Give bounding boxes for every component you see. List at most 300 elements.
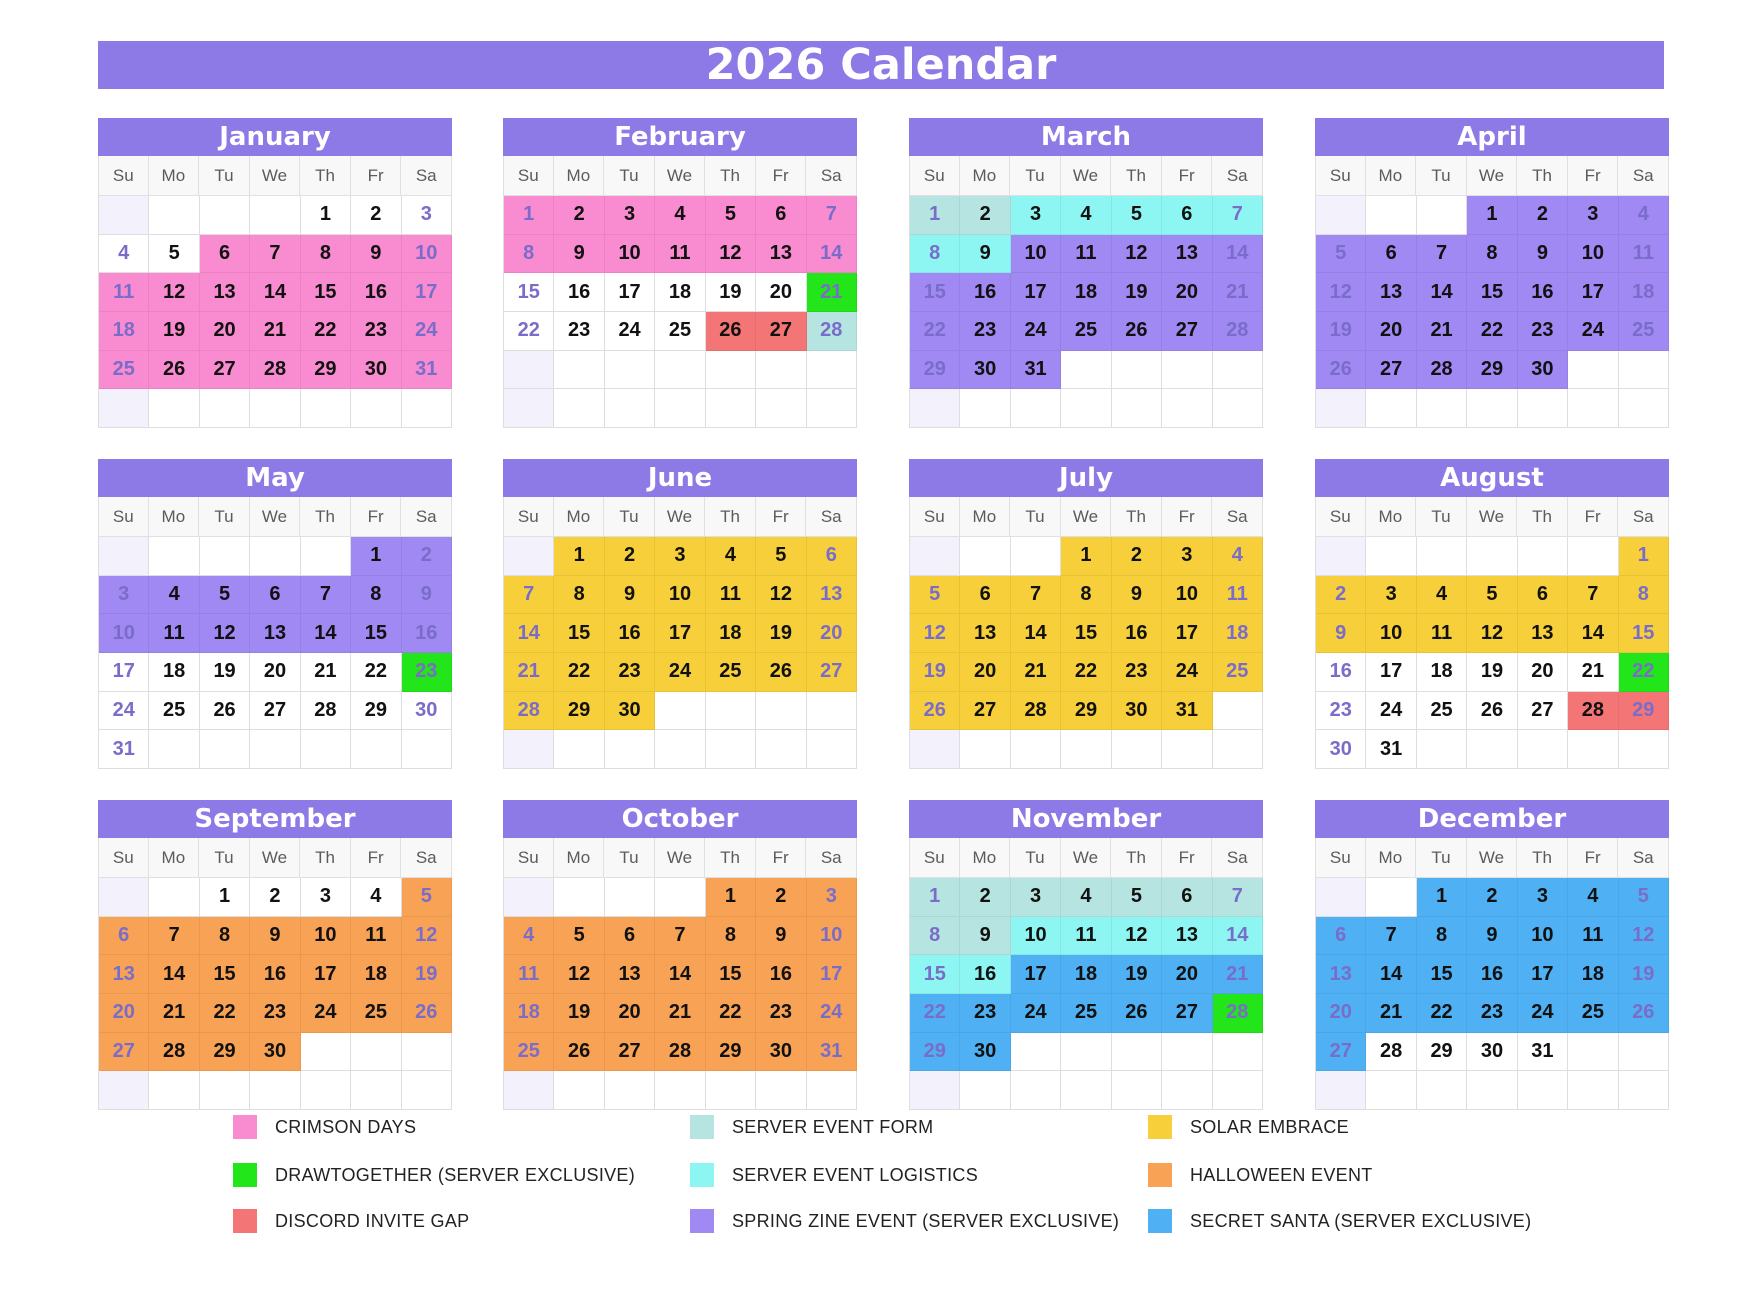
day-cell[interactable]: 21	[149, 994, 199, 1033]
day-cell[interactable]: 13	[1366, 273, 1416, 312]
day-cell[interactable]: 17	[1518, 955, 1568, 994]
day-cell[interactable]: 22	[910, 994, 960, 1033]
day-cell[interactable]: 26	[1316, 351, 1366, 390]
day-cell[interactable]: 4	[1061, 196, 1111, 235]
day-cell[interactable]: 27	[1162, 994, 1212, 1033]
day-cell[interactable]: 18	[149, 653, 199, 692]
day-cell[interactable]: 29	[554, 692, 604, 731]
day-cell[interactable]: 22	[1467, 312, 1517, 351]
day-cell[interactable]: 4	[655, 196, 705, 235]
day-cell[interactable]: 26	[554, 1033, 604, 1072]
day-cell[interactable]: 13	[1518, 614, 1568, 653]
day-cell[interactable]: 28	[1417, 351, 1467, 390]
day-cell[interactable]: 7	[149, 917, 199, 956]
day-cell[interactable]: 8	[351, 576, 401, 615]
day-cell[interactable]: 14	[250, 273, 300, 312]
day-cell[interactable]: 25	[1417, 692, 1467, 731]
day-cell[interactable]: 16	[960, 955, 1010, 994]
day-cell[interactable]: 16	[1316, 653, 1366, 692]
day-cell[interactable]: 21	[504, 653, 554, 692]
day-cell[interactable]: 17	[301, 955, 351, 994]
day-cell[interactable]: 1	[1417, 878, 1467, 917]
day-cell[interactable]: 29	[910, 1033, 960, 1072]
day-cell[interactable]: 15	[1467, 273, 1517, 312]
day-cell[interactable]: 6	[605, 917, 655, 956]
day-cell[interactable]: 22	[200, 994, 250, 1033]
day-cell[interactable]: 22	[301, 312, 351, 351]
day-cell[interactable]: 12	[706, 235, 756, 274]
day-cell[interactable]: 3	[99, 576, 149, 615]
day-cell[interactable]: 28	[655, 1033, 705, 1072]
day-cell[interactable]: 24	[807, 994, 857, 1033]
day-cell[interactable]: 14	[1366, 955, 1416, 994]
day-cell[interactable]: 2	[1518, 196, 1568, 235]
day-cell[interactable]: 17	[807, 955, 857, 994]
day-cell[interactable]: 4	[1568, 878, 1618, 917]
day-cell[interactable]: 4	[1619, 196, 1669, 235]
day-cell[interactable]: 23	[605, 653, 655, 692]
day-cell[interactable]: 23	[960, 994, 1010, 1033]
day-cell[interactable]: 22	[706, 994, 756, 1033]
day-cell[interactable]: 8	[301, 235, 351, 274]
day-cell[interactable]: 22	[1061, 653, 1111, 692]
day-cell[interactable]: 12	[1112, 235, 1162, 274]
day-cell[interactable]: 17	[1162, 614, 1212, 653]
day-cell[interactable]: 4	[504, 917, 554, 956]
day-cell[interactable]: 8	[504, 235, 554, 274]
day-cell[interactable]: 16	[1112, 614, 1162, 653]
day-cell[interactable]: 28	[1366, 1033, 1416, 1072]
day-cell[interactable]: 22	[504, 312, 554, 351]
day-cell[interactable]: 2	[605, 537, 655, 576]
day-cell[interactable]: 13	[99, 955, 149, 994]
day-cell[interactable]: 21	[1011, 653, 1061, 692]
day-cell[interactable]: 13	[250, 614, 300, 653]
day-cell[interactable]: 4	[706, 537, 756, 576]
day-cell[interactable]: 31	[1366, 730, 1416, 769]
day-cell[interactable]: 25	[1568, 994, 1618, 1033]
day-cell[interactable]: 19	[200, 653, 250, 692]
day-cell[interactable]: 11	[149, 614, 199, 653]
day-cell[interactable]: 28	[1213, 312, 1263, 351]
day-cell[interactable]: 11	[504, 955, 554, 994]
day-cell[interactable]: 3	[402, 196, 452, 235]
day-cell[interactable]: 9	[1112, 576, 1162, 615]
day-cell[interactable]: 12	[1467, 614, 1517, 653]
day-cell[interactable]: 9	[960, 917, 1010, 956]
day-cell[interactable]: 29	[1467, 351, 1517, 390]
day-cell[interactable]: 15	[1417, 955, 1467, 994]
day-cell[interactable]: 18	[1568, 955, 1618, 994]
day-cell[interactable]: 21	[1568, 653, 1618, 692]
day-cell[interactable]: 30	[960, 351, 1010, 390]
day-cell[interactable]: 18	[504, 994, 554, 1033]
day-cell[interactable]: 16	[960, 273, 1010, 312]
day-cell[interactable]: 23	[1518, 312, 1568, 351]
day-cell[interactable]: 28	[1568, 692, 1618, 731]
day-cell[interactable]: 14	[1417, 273, 1467, 312]
day-cell[interactable]: 10	[1162, 576, 1212, 615]
day-cell[interactable]: 10	[605, 235, 655, 274]
day-cell[interactable]: 26	[402, 994, 452, 1033]
day-cell[interactable]: 20	[1366, 312, 1416, 351]
day-cell[interactable]: 27	[250, 692, 300, 731]
day-cell[interactable]: 30	[756, 1033, 806, 1072]
day-cell[interactable]: 13	[1316, 955, 1366, 994]
day-cell[interactable]: 30	[1518, 351, 1568, 390]
day-cell[interactable]: 12	[756, 576, 806, 615]
day-cell[interactable]: 11	[351, 917, 401, 956]
day-cell[interactable]: 29	[200, 1033, 250, 1072]
day-cell[interactable]: 7	[301, 576, 351, 615]
day-cell[interactable]: 3	[605, 196, 655, 235]
day-cell[interactable]: 30	[351, 351, 401, 390]
day-cell[interactable]: 9	[402, 576, 452, 615]
day-cell[interactable]: 4	[1417, 576, 1467, 615]
day-cell[interactable]: 1	[200, 878, 250, 917]
day-cell[interactable]: 19	[149, 312, 199, 351]
day-cell[interactable]: 24	[1162, 653, 1212, 692]
day-cell[interactable]: 24	[1011, 312, 1061, 351]
day-cell[interactable]: 15	[910, 955, 960, 994]
day-cell[interactable]: 16	[1518, 273, 1568, 312]
day-cell[interactable]: 5	[1619, 878, 1669, 917]
day-cell[interactable]: 20	[605, 994, 655, 1033]
day-cell[interactable]: 27	[960, 692, 1010, 731]
day-cell[interactable]: 28	[807, 312, 857, 351]
day-cell[interactable]: 31	[1518, 1033, 1568, 1072]
day-cell[interactable]: 4	[351, 878, 401, 917]
day-cell[interactable]: 7	[1011, 576, 1061, 615]
day-cell[interactable]: 23	[554, 312, 604, 351]
day-cell[interactable]: 2	[1112, 537, 1162, 576]
day-cell[interactable]: 30	[605, 692, 655, 731]
day-cell[interactable]: 24	[402, 312, 452, 351]
day-cell[interactable]: 2	[1467, 878, 1517, 917]
day-cell[interactable]: 16	[402, 614, 452, 653]
day-cell[interactable]: 26	[1112, 312, 1162, 351]
day-cell[interactable]: 26	[756, 653, 806, 692]
day-cell[interactable]: 29	[1619, 692, 1669, 731]
day-cell[interactable]: 16	[250, 955, 300, 994]
day-cell[interactable]: 16	[351, 273, 401, 312]
day-cell[interactable]: 16	[1467, 955, 1517, 994]
day-cell[interactable]: 7	[1417, 235, 1467, 274]
day-cell[interactable]: 14	[1213, 917, 1263, 956]
day-cell[interactable]: 11	[1213, 576, 1263, 615]
day-cell[interactable]: 16	[554, 273, 604, 312]
day-cell[interactable]: 20	[99, 994, 149, 1033]
day-cell[interactable]: 27	[200, 351, 250, 390]
day-cell[interactable]: 31	[1162, 692, 1212, 731]
day-cell[interactable]: 3	[301, 878, 351, 917]
day-cell[interactable]: 15	[504, 273, 554, 312]
day-cell[interactable]: 10	[807, 917, 857, 956]
day-cell[interactable]: 24	[1568, 312, 1618, 351]
day-cell[interactable]: 8	[1619, 576, 1669, 615]
day-cell[interactable]: 5	[756, 537, 806, 576]
day-cell[interactable]: 18	[1061, 955, 1111, 994]
day-cell[interactable]: 29	[1417, 1033, 1467, 1072]
day-cell[interactable]: 2	[250, 878, 300, 917]
day-cell[interactable]: 23	[250, 994, 300, 1033]
day-cell[interactable]: 9	[756, 917, 806, 956]
day-cell[interactable]: 26	[149, 351, 199, 390]
day-cell[interactable]: 27	[807, 653, 857, 692]
day-cell[interactable]: 21	[1417, 312, 1467, 351]
day-cell[interactable]: 6	[1316, 917, 1366, 956]
day-cell[interactable]: 11	[706, 576, 756, 615]
day-cell[interactable]: 1	[910, 878, 960, 917]
day-cell[interactable]: 19	[554, 994, 604, 1033]
day-cell[interactable]: 3	[1162, 537, 1212, 576]
day-cell[interactable]: 27	[605, 1033, 655, 1072]
day-cell[interactable]: 18	[706, 614, 756, 653]
day-cell[interactable]: 30	[960, 1033, 1010, 1072]
day-cell[interactable]: 2	[351, 196, 401, 235]
day-cell[interactable]: 14	[807, 235, 857, 274]
day-cell[interactable]: 1	[910, 196, 960, 235]
day-cell[interactable]: 5	[1467, 576, 1517, 615]
day-cell[interactable]: 28	[504, 692, 554, 731]
day-cell[interactable]: 22	[351, 653, 401, 692]
day-cell[interactable]: 7	[1568, 576, 1618, 615]
day-cell[interactable]: 26	[706, 312, 756, 351]
day-cell[interactable]: 24	[99, 692, 149, 731]
day-cell[interactable]: 29	[1061, 692, 1111, 731]
day-cell[interactable]: 15	[1619, 614, 1669, 653]
day-cell[interactable]: 14	[504, 614, 554, 653]
day-cell[interactable]: 26	[200, 692, 250, 731]
day-cell[interactable]: 28	[1213, 994, 1263, 1033]
day-cell[interactable]: 22	[554, 653, 604, 692]
day-cell[interactable]: 3	[1568, 196, 1618, 235]
day-cell[interactable]: 8	[1417, 917, 1467, 956]
day-cell[interactable]: 10	[402, 235, 452, 274]
day-cell[interactable]: 1	[351, 537, 401, 576]
day-cell[interactable]: 5	[910, 576, 960, 615]
day-cell[interactable]: 24	[655, 653, 705, 692]
day-cell[interactable]: 17	[1011, 273, 1061, 312]
day-cell[interactable]: 15	[301, 273, 351, 312]
day-cell[interactable]: 14	[149, 955, 199, 994]
day-cell[interactable]: 13	[1162, 917, 1212, 956]
day-cell[interactable]: 30	[1112, 692, 1162, 731]
day-cell[interactable]: 9	[960, 235, 1010, 274]
day-cell[interactable]: 15	[554, 614, 604, 653]
day-cell[interactable]: 27	[1518, 692, 1568, 731]
day-cell[interactable]: 5	[200, 576, 250, 615]
day-cell[interactable]: 5	[402, 878, 452, 917]
day-cell[interactable]: 26	[1619, 994, 1669, 1033]
day-cell[interactable]: 31	[1011, 351, 1061, 390]
day-cell[interactable]: 20	[807, 614, 857, 653]
day-cell[interactable]: 17	[655, 614, 705, 653]
day-cell[interactable]: 25	[706, 653, 756, 692]
day-cell[interactable]: 3	[1011, 878, 1061, 917]
day-cell[interactable]: 11	[1417, 614, 1467, 653]
day-cell[interactable]: 25	[351, 994, 401, 1033]
day-cell[interactable]: 1	[1061, 537, 1111, 576]
day-cell[interactable]: 25	[655, 312, 705, 351]
day-cell[interactable]: 1	[1467, 196, 1517, 235]
day-cell[interactable]: 20	[200, 312, 250, 351]
day-cell[interactable]: 19	[1467, 653, 1517, 692]
day-cell[interactable]: 18	[1213, 614, 1263, 653]
day-cell[interactable]: 7	[504, 576, 554, 615]
day-cell[interactable]: 8	[200, 917, 250, 956]
day-cell[interactable]: 16	[756, 955, 806, 994]
day-cell[interactable]: 6	[807, 537, 857, 576]
day-cell[interactable]: 7	[250, 235, 300, 274]
day-cell[interactable]: 31	[402, 351, 452, 390]
day-cell[interactable]: 28	[250, 351, 300, 390]
day-cell[interactable]: 9	[1467, 917, 1517, 956]
day-cell[interactable]: 15	[1061, 614, 1111, 653]
day-cell[interactable]: 3	[1518, 878, 1568, 917]
day-cell[interactable]: 5	[554, 917, 604, 956]
day-cell[interactable]: 17	[402, 273, 452, 312]
day-cell[interactable]: 18	[99, 312, 149, 351]
day-cell[interactable]: 9	[554, 235, 604, 274]
day-cell[interactable]: 2	[960, 196, 1010, 235]
day-cell[interactable]: 7	[807, 196, 857, 235]
day-cell[interactable]: 24	[301, 994, 351, 1033]
day-cell[interactable]: 2	[756, 878, 806, 917]
day-cell[interactable]: 28	[301, 692, 351, 731]
day-cell[interactable]: 5	[1112, 196, 1162, 235]
day-cell[interactable]: 15	[910, 273, 960, 312]
day-cell[interactable]: 17	[1011, 955, 1061, 994]
day-cell[interactable]: 3	[807, 878, 857, 917]
day-cell[interactable]: 24	[1366, 692, 1416, 731]
day-cell[interactable]: 15	[706, 955, 756, 994]
day-cell[interactable]: 6	[1518, 576, 1568, 615]
day-cell[interactable]: 10	[1011, 235, 1061, 274]
day-cell[interactable]: 6	[1162, 878, 1212, 917]
day-cell[interactable]: 25	[1061, 312, 1111, 351]
day-cell[interactable]: 17	[99, 653, 149, 692]
day-cell[interactable]: 19	[1316, 312, 1366, 351]
day-cell[interactable]: 20	[1518, 653, 1568, 692]
day-cell[interactable]: 21	[250, 312, 300, 351]
day-cell[interactable]: 3	[1011, 196, 1061, 235]
day-cell[interactable]: 21	[1213, 273, 1263, 312]
day-cell[interactable]: 20	[960, 653, 1010, 692]
day-cell[interactable]: 4	[149, 576, 199, 615]
day-cell[interactable]: 9	[250, 917, 300, 956]
day-cell[interactable]: 20	[1316, 994, 1366, 1033]
day-cell[interactable]: 2	[960, 878, 1010, 917]
day-cell[interactable]: 29	[910, 351, 960, 390]
day-cell[interactable]: 18	[1619, 273, 1669, 312]
day-cell[interactable]: 27	[1162, 312, 1212, 351]
day-cell[interactable]: 10	[1518, 917, 1568, 956]
day-cell[interactable]: 23	[756, 994, 806, 1033]
day-cell[interactable]: 24	[605, 312, 655, 351]
day-cell[interactable]: 13	[605, 955, 655, 994]
day-cell[interactable]: 14	[1568, 614, 1618, 653]
day-cell[interactable]: 10	[301, 917, 351, 956]
day-cell[interactable]: 19	[1112, 273, 1162, 312]
day-cell[interactable]: 20	[250, 653, 300, 692]
day-cell[interactable]: 12	[1316, 273, 1366, 312]
day-cell[interactable]: 4	[99, 235, 149, 274]
day-cell[interactable]: 25	[149, 692, 199, 731]
day-cell[interactable]: 25	[99, 351, 149, 390]
day-cell[interactable]: 30	[1467, 1033, 1517, 1072]
day-cell[interactable]: 19	[756, 614, 806, 653]
day-cell[interactable]: 6	[1162, 196, 1212, 235]
day-cell[interactable]: 4	[1061, 878, 1111, 917]
day-cell[interactable]: 9	[605, 576, 655, 615]
day-cell[interactable]: 22	[1619, 653, 1669, 692]
day-cell[interactable]: 13	[756, 235, 806, 274]
day-cell[interactable]: 12	[910, 614, 960, 653]
day-cell[interactable]: 10	[99, 614, 149, 653]
day-cell[interactable]: 12	[1619, 917, 1669, 956]
day-cell[interactable]: 19	[402, 955, 452, 994]
day-cell[interactable]: 30	[402, 692, 452, 731]
day-cell[interactable]: 28	[1011, 692, 1061, 731]
day-cell[interactable]: 6	[200, 235, 250, 274]
day-cell[interactable]: 1	[1619, 537, 1669, 576]
day-cell[interactable]: 21	[301, 653, 351, 692]
day-cell[interactable]: 27	[1316, 1033, 1366, 1072]
day-cell[interactable]: 23	[1467, 994, 1517, 1033]
day-cell[interactable]: 21	[655, 994, 705, 1033]
day-cell[interactable]: 7	[1213, 878, 1263, 917]
day-cell[interactable]: 13	[1162, 235, 1212, 274]
day-cell[interactable]: 2	[1316, 576, 1366, 615]
day-cell[interactable]: 3	[655, 537, 705, 576]
day-cell[interactable]: 10	[1011, 917, 1061, 956]
day-cell[interactable]: 4	[1213, 537, 1263, 576]
day-cell[interactable]: 11	[1061, 235, 1111, 274]
day-cell[interactable]: 19	[706, 273, 756, 312]
day-cell[interactable]: 21	[807, 273, 857, 312]
day-cell[interactable]: 5	[1112, 878, 1162, 917]
day-cell[interactable]: 11	[1568, 917, 1618, 956]
day-cell[interactable]: 27	[99, 1033, 149, 1072]
day-cell[interactable]: 31	[99, 730, 149, 769]
day-cell[interactable]: 12	[149, 273, 199, 312]
day-cell[interactable]: 12	[1112, 917, 1162, 956]
day-cell[interactable]: 7	[655, 917, 705, 956]
day-cell[interactable]: 27	[1366, 351, 1416, 390]
day-cell[interactable]: 12	[402, 917, 452, 956]
day-cell[interactable]: 9	[351, 235, 401, 274]
day-cell[interactable]: 22	[910, 312, 960, 351]
day-cell[interactable]: 19	[1112, 955, 1162, 994]
day-cell[interactable]: 22	[1417, 994, 1467, 1033]
day-cell[interactable]: 3	[1366, 576, 1416, 615]
day-cell[interactable]: 17	[1568, 273, 1618, 312]
day-cell[interactable]: 8	[1061, 576, 1111, 615]
day-cell[interactable]: 13	[200, 273, 250, 312]
day-cell[interactable]: 25	[1619, 312, 1669, 351]
day-cell[interactable]: 6	[960, 576, 1010, 615]
day-cell[interactable]: 29	[301, 351, 351, 390]
day-cell[interactable]: 1	[301, 196, 351, 235]
day-cell[interactable]: 13	[807, 576, 857, 615]
day-cell[interactable]: 8	[706, 917, 756, 956]
day-cell[interactable]: 11	[655, 235, 705, 274]
day-cell[interactable]: 26	[910, 692, 960, 731]
day-cell[interactable]: 25	[1213, 653, 1263, 692]
day-cell[interactable]: 6	[756, 196, 806, 235]
day-cell[interactable]: 6	[1366, 235, 1416, 274]
